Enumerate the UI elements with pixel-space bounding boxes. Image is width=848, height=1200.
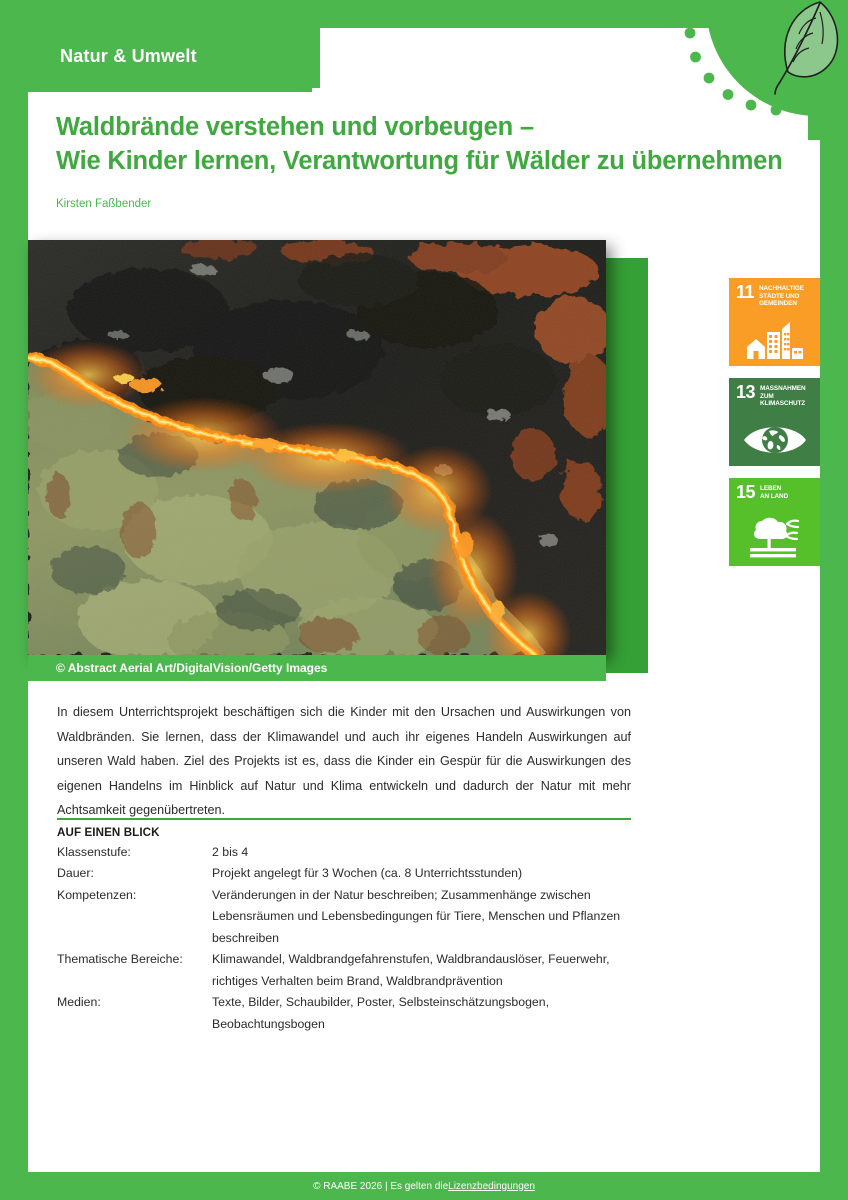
sdg-badge-11[interactable]: [729, 278, 820, 366]
city-buildings-icon: [729, 319, 820, 359]
page-title-line-1: Waldbrände verstehen und vorbeugen –: [56, 113, 534, 141]
intro-paragraph: In diesem Unterrichtsprojekt beschäftigen sich die Kinder mit den Ursachen und Auswirkungen von Waldbränden. Sie lernen, dass der Klimawandel und auch ihr eigenes Handeln Auswirkungen auf unseren Wald haben. Ziel des Projekts ist es, dass die Kinder ein Gespür für die Auswirkungen des eigenen Handelns im Hinblick auf Natur und Klima entwickeln und dadurch der Natur mit mehr Achtsamkeit gegenübertreten.: [57, 705, 631, 817]
category-tab[interactable]: [0, 20, 312, 92]
sdg-13-label-line1: MASSNAHMEN ZUM: [760, 385, 806, 400]
table-row: [57, 992, 631, 1035]
table-row: [57, 949, 631, 992]
table-row: [57, 842, 631, 864]
sdg-11-number: 11: [736, 282, 755, 302]
sdg-15-number: 15: [736, 482, 756, 502]
table-row: [57, 863, 631, 885]
sdg-11-label: [759, 285, 804, 308]
table-cell-key: Medien:: [57, 995, 101, 1009]
sdg-badge-column: [729, 278, 820, 578]
tree-birds-icon: [729, 515, 820, 559]
title-block: [56, 110, 783, 210]
hero-photo: [28, 240, 606, 655]
page-title-line-2: Wie Kinder lernen, Verantwortung für Wälder zu übernehmen: [56, 147, 783, 175]
footer-copyright: © RAABE 2026 | Es gelten die: [313, 1180, 449, 1192]
table-cell-key: Kompetenzen:: [57, 887, 137, 902]
page-footer: [0, 1172, 848, 1200]
eye-globe-icon: [729, 421, 820, 459]
photo-credit-caption: © Abstract Aerial Art/DigitalVision/Getty Images: [28, 655, 606, 681]
header-white-strip: [320, 28, 820, 90]
sdg-15-label-line2: AN LAND: [760, 492, 789, 500]
at-a-glance-title: AUF EINEN BLICK: [57, 825, 160, 839]
author-name: Kirsten Faßbender: [56, 198, 152, 210]
at-a-glance-table: [57, 842, 631, 1036]
sdg-13-label-line2: KLIMASCHUTZ: [760, 400, 806, 408]
sdg-13-number: 13: [736, 382, 756, 402]
table-cell-key: Dauer:: [57, 866, 94, 880]
sdg-13-label: [760, 385, 814, 408]
sdg-11-label-line1: NACHHALTIGE: [759, 285, 804, 292]
table-cell-value: Projekt angelegt für 3 Wochen (ca. 8 Unterrichtsstunden): [212, 866, 523, 880]
table-cell-value: Texte, Bilder, Schaubilder, Poster, Selbsteinschätzungsbogen, Beobachtungsbogen: [212, 995, 550, 1031]
sdg-badge-13[interactable]: [729, 378, 820, 466]
sdg-11-label-line3: GEMEINDEN: [759, 300, 797, 308]
category-tab-label: Natur & Umwelt: [60, 45, 197, 66]
table-cell-value: 2 bis 4: [212, 844, 249, 859]
sdg-badge-15[interactable]: [729, 478, 820, 566]
table-cell-value: Veränderungen in der Natur beschreiben; Zusammenhänge zwischen Lebensräumen und Lebensbedingungen für Tiere, Menschen und Pflanzen beschreiben: [212, 887, 621, 945]
sdg-11-label-line2: STÄDTE UND: [759, 292, 800, 300]
section-divider: [57, 818, 631, 820]
hero-image-area: [28, 240, 648, 680]
sdg-15-label: [760, 485, 788, 500]
table-cell-key: Thematische Bereiche:: [57, 952, 183, 966]
table-cell-key: Klassenstufe:: [57, 844, 131, 859]
table-row: [57, 885, 631, 950]
table-cell-value: Klimawandel, Waldbrandgefahrenstufen, Waldbrandauslöser, Feuerwehr, richtiges Verhalten beim Brand, Waldbrandprävention: [212, 952, 610, 988]
license-link[interactable]: Lizenzbedingungen: [448, 1180, 535, 1192]
at-a-glance-section: [57, 818, 631, 1035]
sdg-15-label-line1: LEBEN: [760, 485, 782, 492]
